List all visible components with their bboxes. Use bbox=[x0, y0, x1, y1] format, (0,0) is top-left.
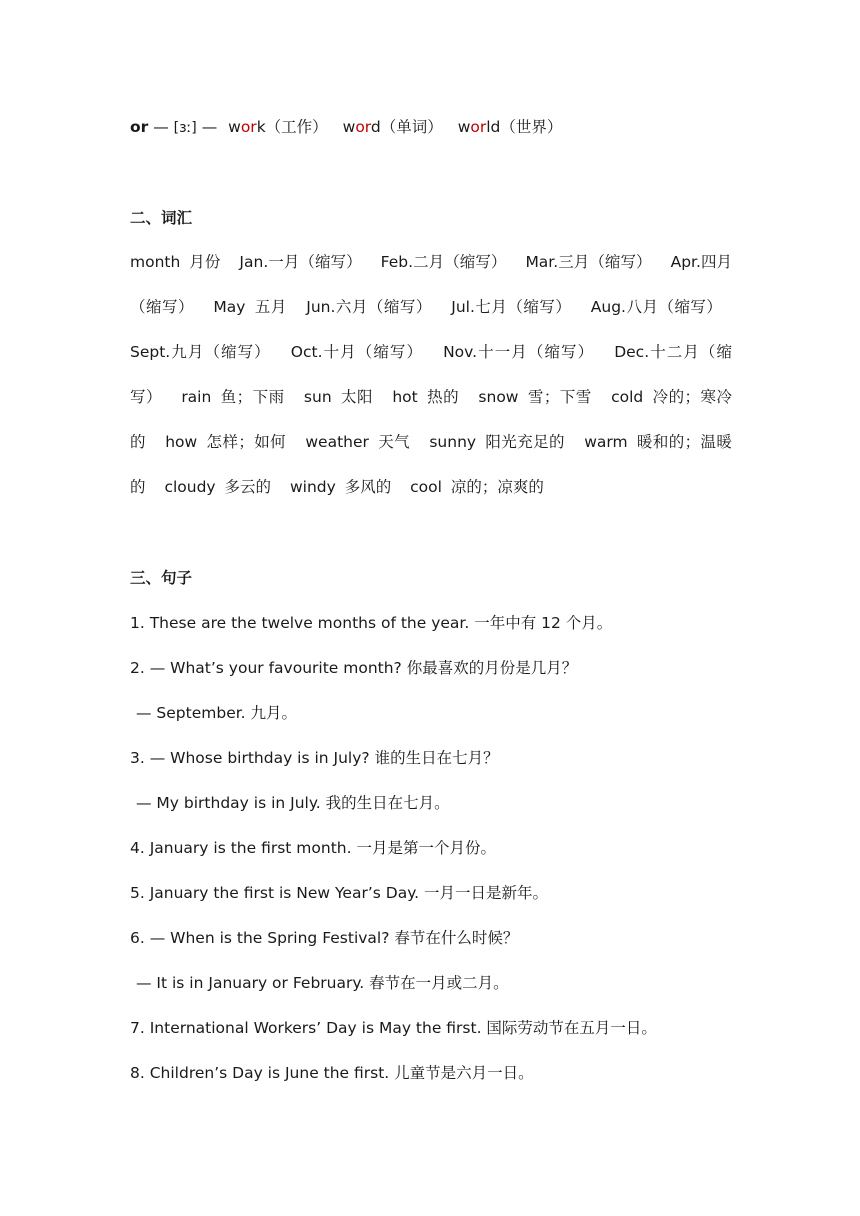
vocab-item: windy 多风的 bbox=[289, 478, 392, 496]
sentence-line: 3. — Whose birthday is in July? 谁的生日在七月？ bbox=[130, 749, 499, 767]
vocab-item: rain 鱼；下雨 bbox=[181, 388, 285, 406]
vocab-item: hot 热的 bbox=[392, 388, 460, 406]
sentence-line: 2. — What’s your favourite month? 你最喜欢的月份是几月？ bbox=[130, 659, 578, 677]
phonics-word: work（工作） bbox=[228, 118, 328, 136]
vocab-item: snow 雪；下雪 bbox=[478, 388, 592, 406]
phonics-word: word（单词） bbox=[342, 118, 443, 136]
vocab-item: Feb.二月（缩写） bbox=[380, 253, 507, 271]
vocab-item: cloudy 多云的 bbox=[164, 478, 272, 496]
sentence-line: 1. These are the twelve months of the year. 一年中有 12 个月。 bbox=[130, 614, 613, 632]
sentence-line: 4. January is the first month. 一月是第一个月份。 bbox=[130, 839, 496, 857]
vocab-item: Apr.四月（缩写） bbox=[130, 253, 733, 316]
vocab-item: Nov.十一月（缩写） bbox=[443, 343, 595, 361]
vocab-paragraph bbox=[130, 240, 732, 510]
sentence-line: 6. — When is the Spring Festival? 春节在什么时候？ bbox=[130, 929, 519, 947]
phonics-line bbox=[130, 116, 562, 138]
vocab-heading: 二、词汇 bbox=[130, 209, 193, 227]
vocab-item: sun 太阳 bbox=[303, 388, 373, 406]
vocab-item: how 怎样；如何 bbox=[165, 433, 287, 451]
phonics-letters: or bbox=[130, 118, 149, 136]
phonics-dash: — bbox=[153, 118, 169, 136]
vocab-item: Jul.七月（缩写） bbox=[451, 298, 572, 316]
phonics-ipa: [ɜː] bbox=[173, 120, 197, 136]
vocab-item: cool 凉的；凉爽的 bbox=[410, 478, 544, 496]
vocab-item: Jun.六月（缩写） bbox=[306, 298, 432, 316]
sentence-line: — September. 九月。 bbox=[136, 704, 298, 722]
vocab-item: cold 冷的；寒冷的 bbox=[130, 388, 732, 451]
vocab-item: month 月份 bbox=[130, 253, 221, 271]
vocab-item: Dec.十二月（缩写） bbox=[130, 343, 733, 406]
vocab-item: Jan.一月（缩写） bbox=[239, 253, 362, 271]
sentence-line: — My birthday is in July. 我的生日在七月。 bbox=[136, 794, 450, 812]
vocab-item: weather 天气 bbox=[305, 433, 411, 451]
sentence-line: 5. January the first is New Year’s Day. 一月一日是新年。 bbox=[130, 884, 549, 902]
vocab-item: Mar.三月（缩写） bbox=[525, 253, 652, 271]
sentence-line: 8. Children’s Day is June the first. 儿童节是六月一日。 bbox=[130, 1064, 534, 1082]
sentence-line: 7. International Workers’ Day is May the first. 国际劳动节在五月一日。 bbox=[130, 1019, 657, 1037]
vocab-item: sunny 阳光充足的 bbox=[429, 433, 565, 451]
phonics-word: world（世界） bbox=[457, 118, 563, 136]
vocab-item: Sept.九月（缩写） bbox=[130, 343, 271, 361]
vocab-item: warm 暖和的；温暖的 bbox=[130, 433, 732, 496]
vocab-item: Aug.八月（缩写） bbox=[590, 298, 722, 316]
vocab-item: May 五月 bbox=[213, 298, 287, 316]
vocab-item: Oct.十月（缩写） bbox=[290, 343, 424, 361]
sentence-heading: 三、句子 bbox=[130, 569, 193, 587]
sentence-line: — It is in January or February. 春节在一月或二月。 bbox=[136, 974, 509, 992]
phonics-dash: — bbox=[201, 118, 218, 136]
